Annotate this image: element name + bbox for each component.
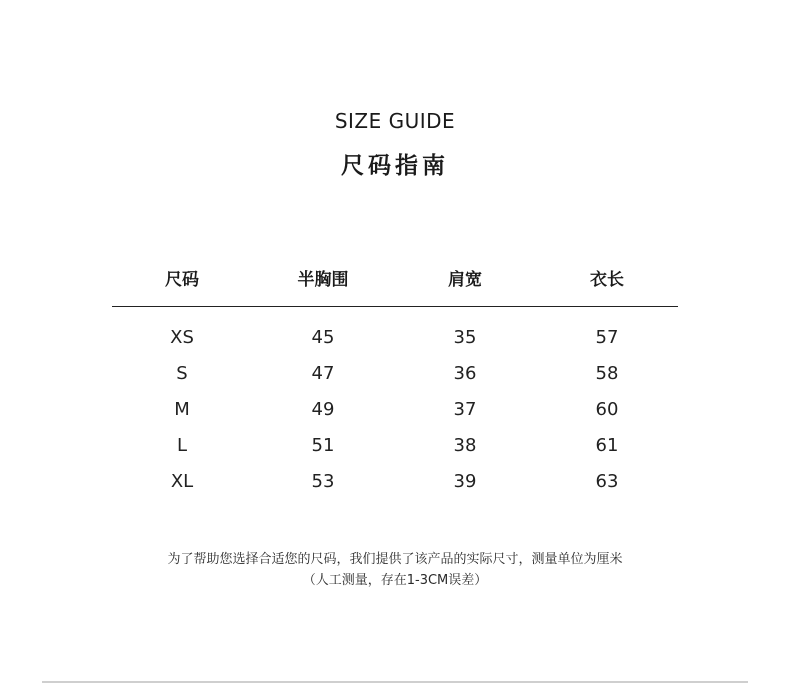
measurement-note: 为了帮助您选择合适您的尺码，我们提供了该产品的实际尺寸，测量单位为厘米 bbox=[167, 552, 623, 567]
table-row bbox=[112, 468, 678, 504]
table-row bbox=[112, 396, 678, 432]
size-table bbox=[112, 264, 678, 492]
measurement-error-note: （人工测量，存在1-3CM误差） bbox=[302, 573, 488, 588]
cell-length: 63 bbox=[595, 471, 619, 492]
cell-size: M bbox=[174, 399, 190, 420]
cell-half-chest: 49 bbox=[311, 399, 335, 420]
column-header-length: 衣长 bbox=[590, 270, 624, 290]
title-chinese: 尺码指南 bbox=[341, 153, 449, 179]
cell-size: XL bbox=[170, 471, 194, 492]
cell-size: L bbox=[176, 435, 188, 456]
cell-half-chest: 47 bbox=[311, 363, 335, 384]
cell-size: S bbox=[176, 363, 188, 384]
cell-length: 60 bbox=[595, 399, 619, 420]
cell-length: 57 bbox=[595, 327, 619, 348]
bottom-divider bbox=[42, 681, 748, 683]
cell-shoulder-width: 39 bbox=[453, 471, 477, 492]
header-divider bbox=[112, 306, 678, 307]
cell-half-chest: 45 bbox=[311, 327, 335, 348]
title-english: SIZE GUIDE bbox=[334, 109, 456, 133]
cell-length: 61 bbox=[595, 435, 619, 456]
cell-shoulder-width: 38 bbox=[453, 435, 477, 456]
cell-half-chest: 53 bbox=[311, 471, 335, 492]
table-row bbox=[112, 432, 678, 468]
cell-length: 58 bbox=[595, 363, 619, 384]
cell-shoulder-width: 37 bbox=[453, 399, 477, 420]
table-header bbox=[112, 264, 678, 296]
column-header-shoulder-width: 肩宽 bbox=[448, 270, 482, 290]
cell-size: XS bbox=[170, 327, 194, 348]
cell-half-chest: 51 bbox=[311, 435, 335, 456]
table-row bbox=[112, 360, 678, 396]
cell-shoulder-width: 36 bbox=[453, 363, 477, 384]
table-row bbox=[112, 324, 678, 360]
table-body bbox=[112, 324, 678, 504]
column-header-size: 尺码 bbox=[165, 270, 199, 290]
column-header-half-chest: 半胸围 bbox=[297, 270, 349, 290]
cell-shoulder-width: 35 bbox=[453, 327, 477, 348]
